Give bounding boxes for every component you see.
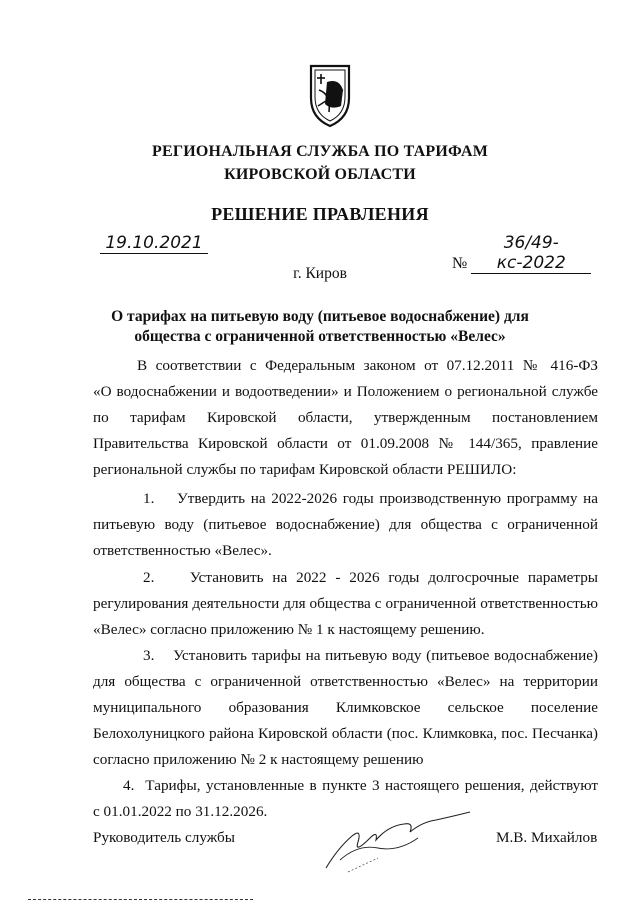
number-sign: №	[452, 255, 468, 272]
intro-paragraph	[93, 353, 598, 483]
decision-number-value: 36/49-кс-2022	[471, 233, 591, 274]
item-3-paragraph	[93, 643, 598, 773]
city: г. Киров	[293, 265, 347, 282]
org-name-line2: КИРОВСКОЙ ОБЛАСТИ	[224, 166, 416, 183]
item-line: для общества с ограниченной ответственностью «Велес» на территории	[93, 673, 598, 690]
item-line: муниципального образования Климковское сельское поселение	[93, 699, 598, 716]
item-line: 4. Тарифы, установленные в пункте 3 настоящего решения, действуют	[123, 777, 598, 794]
footer-divider	[28, 899, 253, 900]
item-line: 2. Установить на 2022 - 2026 годы долгосрочные параметры	[143, 569, 598, 586]
item-line: «Велес» согласно приложению № 1 к настоящему решению.	[93, 621, 485, 638]
item-line: ответственностью «Велес».	[93, 542, 272, 559]
title-line2: общества с ограниченной ответственностью «Велес»	[134, 328, 506, 345]
intro-line: «О водоснабжении и водоотведении» и Положением о региональной службе	[93, 383, 598, 400]
item-1-paragraph	[93, 486, 598, 564]
item-line: питьевую воду (питьевое водоснабжение) для общества с ограниченной	[93, 516, 598, 533]
handwritten-signature	[318, 808, 478, 878]
signatory-position: Руководитель службы	[93, 829, 235, 846]
item-line: регулирования деятельности для общества с ограниченной ответственностью	[93, 595, 598, 612]
decision-date	[100, 233, 208, 254]
item-2-paragraph	[93, 565, 598, 643]
signatory-name: М.В. Михайлов	[496, 829, 598, 846]
decision-date-value: 19.10.2021	[105, 233, 203, 253]
item-line: Белохолуницкого района Кировской области (пос. Климковка, пос. Песчанка)	[93, 725, 598, 742]
title-line1: О тарифах на питьевую воду (питьевое водоснабжение) для	[111, 308, 529, 325]
item-line: 1. Утвердить на 2022-2026 годы производственную программу на	[143, 490, 598, 507]
item-line: согласно приложению № 2 к настоящему решению	[93, 751, 424, 768]
doc-type-heading: РЕШЕНИЕ ПРАВЛЕНИЯ	[211, 204, 429, 224]
intro-line: по тарифам Кировской области, утвержденным постановлением	[93, 409, 598, 426]
item-line: с 01.01.2022 по 31.12.2026.	[93, 803, 268, 820]
coat-of-arms-emblem	[305, 60, 355, 130]
org-name-line1: РЕГИОНАЛЬНАЯ СЛУЖБА ПО ТАРИФАМ	[151, 143, 489, 160]
intro-line: региональной службы по тарифам Кировской области РЕШИЛО:	[93, 461, 517, 478]
intro-line: Правительства Кировской области от 01.09.2008 № 144/365, правление	[93, 435, 598, 452]
item-line: 3. Установить тарифы на питьевую воду (питьевое водоснабжение)	[143, 647, 598, 664]
intro-line: В соответствии с Федеральным законом от 07.12.2011 № 416-ФЗ	[137, 357, 598, 374]
